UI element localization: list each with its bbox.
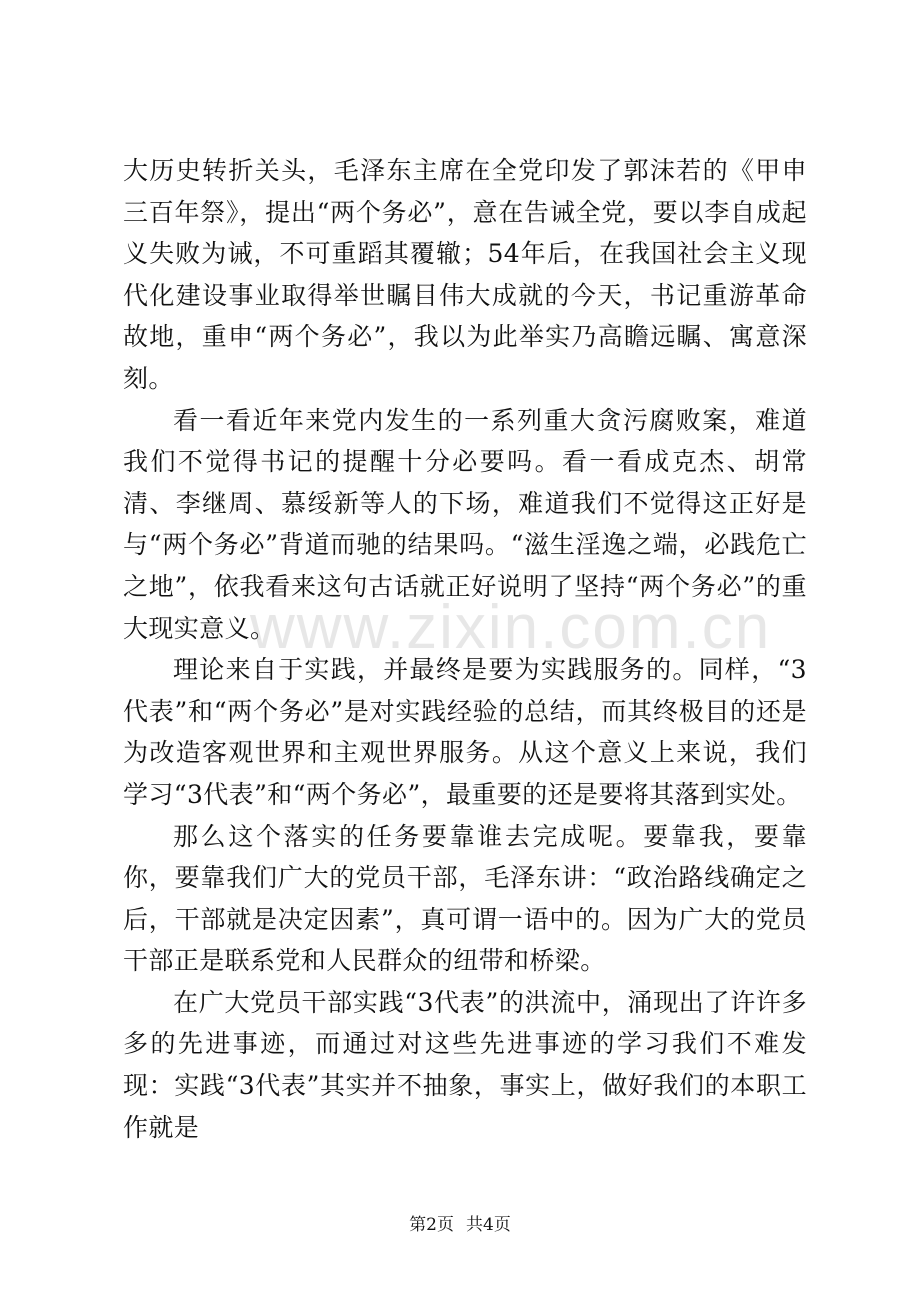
page-number: 第2页 [409,1215,454,1235]
paragraph: 理论来自于实践，并最终是要为实践服务的。同样，“3代表”和“两个务必”是对实践经验的总结，而其终极目的还是为改造客观世界和主观世界服务。从这个意义上来说，我们学习“3代表”和“两个务必”，最重要的还是要将其落到实处。 [123,655,807,809]
paragraph-continuation: 大历史转折关头，毛泽东主席在全党印发了郭沫若的《甲申三百年祭》，提出“两个务必”，意在告诫全党，要以李自成起义失败为诫，不可重蹈其覆辙；54年后，在我国社会主义现代化建设事业取得举世瞩目伟大成就的今天，书记重游革命故地，重申“两个务必”，我以为此举实乃高瞻远瞩、寓意深刻。 [123,156,807,393]
page-total: 共4页 [466,1215,511,1235]
document-body [123,150,807,1148]
paragraph: 那么这个落实的任务要靠谁去完成呢。要靠我，要靠你，要靠我们广大的党员干部，毛泽东讲：“政治路线确定之后，干部就是决定因素”，真可谓一语中的。因为广大的党员干部正是联系党和人民群众的纽带和桥梁。 [123,821,807,976]
paragraph: 在广大党员干部实践“3代表”的洪流中，涌现出了许许多多的先进事迹，而通过对这些先进事迹的学习我们不难发现：实践“3代表”其实并不抽象，事实上，做好我们的本职工作就是 [123,987,807,1142]
paragraph: 看一看近年来党内发生的一系列重大贪污腐败案，难道我们不觉得书记的提醒十分必要吗。看一看成克杰、胡常清、李继周、慕绥新等人的下场，难道我们不觉得这正好是与“两个务必”背道而驰的结果吗。“滋生淫逸之端，必践危亡之地”，依我看来这句古话就正好说明了坚持“两个务必”的重大现实意义。 [123,405,807,643]
watermark-text: www.zixin.com.cn [250,593,772,662]
page-footer [0,1210,920,1235]
